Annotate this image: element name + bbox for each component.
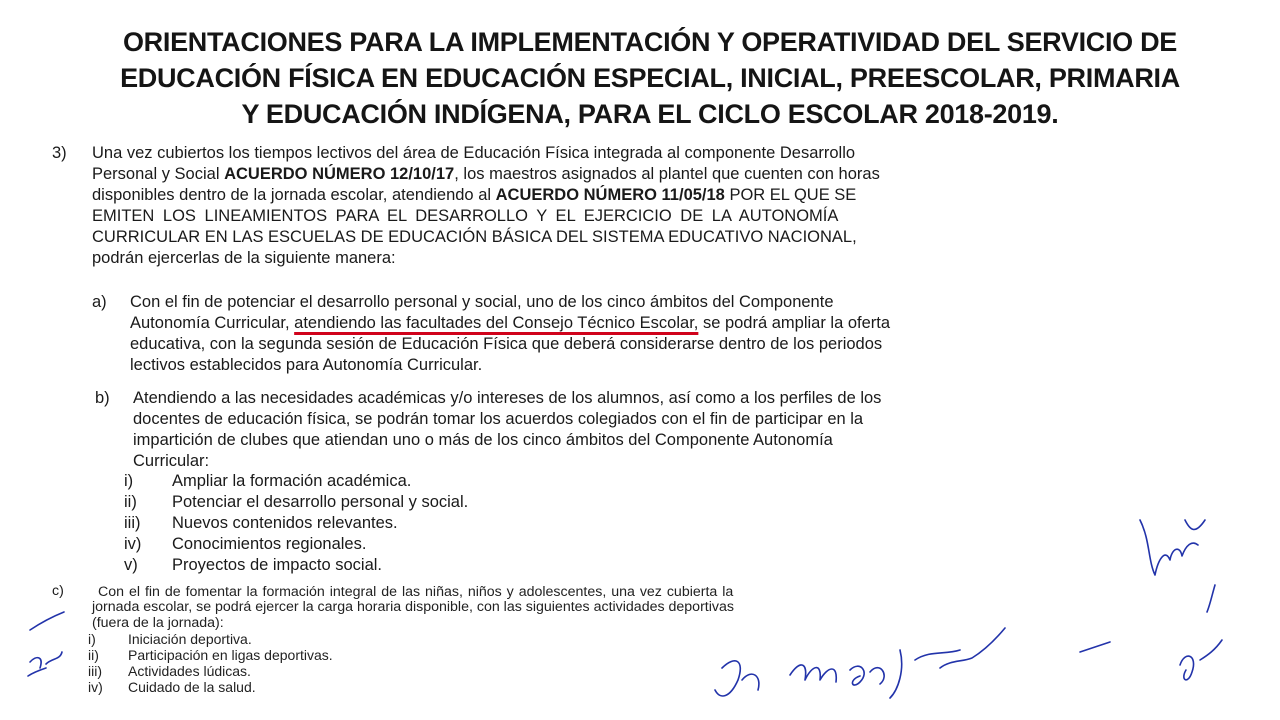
margin-mark-left xyxy=(28,652,62,676)
b-line-4: Curricular: xyxy=(133,452,210,470)
s3-l3-text: disponibles dentro de la jornada escolar, atendiendo al xyxy=(92,186,496,204)
a-line-1: Con el fin de potenciar el desarrollo personal y social, uno de los cinco ámbitos del Componente xyxy=(130,293,834,311)
underlined-phrase: atendiendo las facultades del Consejo Técnico Escolar, xyxy=(294,314,699,332)
b-subitem-number: iii) xyxy=(124,514,141,532)
signature-right-top xyxy=(1140,520,1205,575)
section-number: 3) xyxy=(52,144,67,162)
b-subitem-text: Proyectos de impacto social. xyxy=(172,556,383,574)
b-subitem-number: ii) xyxy=(124,493,137,511)
s3-line-1: Una vez cubiertos los tiempos lectivos del área de Educación Física integrada al componente Desarrollo xyxy=(92,144,856,162)
s3-l2-rest: , los maestros asignados al plantel que cuenten con horas xyxy=(454,165,880,183)
item-a-label: a) xyxy=(92,293,107,311)
title-line-3: Y EDUCACIÓN INDÍGENA, PARA EL CICLO ESCOLAR 2018-2019. xyxy=(241,99,1059,129)
acuerdo-11-05-18: ACUERDO NÚMERO 11/05/18 xyxy=(495,186,725,204)
b-line-2: docentes de educación física, se podrán tomar los acuerdos colegiados con el fin de participar en la xyxy=(133,410,864,428)
a-line-3: educativa, con la segunda sesión de Educación Física que deberá considerarse dentro de los periodos xyxy=(130,335,883,353)
c-subitem-number: i) xyxy=(88,631,96,647)
acuerdo-12-10-17: ACUERDO NÚMERO 12/10/17 xyxy=(224,165,455,183)
c-line-3: (fuera de la jornada): xyxy=(92,614,224,631)
s3-line-6: podrán ejercerlas de la siguiente manera: xyxy=(92,249,396,267)
b-subitem-text: Ampliar la formación académica. xyxy=(172,472,412,490)
margin-mark-top-left xyxy=(30,612,64,630)
b-subitem-text: Conocimientos regionales. xyxy=(172,535,367,553)
signature-dash xyxy=(1080,642,1110,652)
c-subitem-number: iii) xyxy=(88,663,102,679)
s3-line-4: EMITEN LOS LINEAMIENTOS PARA EL DESARROLLO Y EL EJERCICIO DE LA AUTONOMÍA xyxy=(92,207,839,225)
c-line-2: jornada escolar, se podrá ejercer la carga horaria disponible, con las siguientes actividades deportivas xyxy=(92,599,734,616)
item-c-label: c) xyxy=(52,583,64,599)
c-subitem-text: Participación en ligas deportivas. xyxy=(128,647,333,663)
c-subitem-number: iv) xyxy=(88,679,103,695)
b-line-3: impartición de clubes que atiendan uno o más de los cinco ámbitos del Componente Autonomía xyxy=(133,431,833,449)
b-line-1: Atendiendo a las necesidades académicas y/o intereses de los alumnos, así como a los perfiles de los xyxy=(133,389,882,407)
a-l2-text: Autonomía Curricular, xyxy=(130,314,295,332)
signature-right-bottom xyxy=(1180,640,1222,680)
c-subitem-text: Iniciación deportiva. xyxy=(128,631,252,647)
s3-l3-rest: POR EL QUE SE xyxy=(724,186,857,204)
b-subitem-number: iv) xyxy=(124,535,142,553)
item-b-label: b) xyxy=(95,389,110,407)
c-subitem-number: ii) xyxy=(88,647,99,663)
title-line-2: EDUCACIÓN FÍSICA EN EDUCACIÓN ESPECIAL, INICIAL, PREESCOLAR, PRIMARIA xyxy=(120,63,1180,93)
c-line-1: Con el fin de fomentar la formación integral de las niñas, niños y adolescentes, una vez cubierta la xyxy=(98,584,734,600)
b-subitem-text: Potenciar el desarrollo personal y social. xyxy=(172,493,469,511)
s3-line-5: CURRICULAR EN LAS ESCUELAS DE EDUCACIÓN BÁSICA DEL SISTEMA EDUCATIVO NACIONAL, xyxy=(92,228,857,246)
title-line-1: ORIENTACIONES PARA LA IMPLEMENTACIÓN Y OPERATIVIDAD DEL SERVICIO DE xyxy=(122,27,1177,57)
signature-main xyxy=(715,628,1005,698)
b-subitem-number: i) xyxy=(124,472,134,490)
s3-l2-text: Personal y Social xyxy=(92,165,225,183)
b-subitem-text: Nuevos contenidos relevantes. xyxy=(172,514,398,532)
signature-right-stroke xyxy=(1207,585,1215,612)
a-line-4: lectivos establecidos para Autonomía Curricular. xyxy=(130,356,483,374)
b-subitem-number: v) xyxy=(124,556,138,574)
c-subitem-text: Cuidado de la salud. xyxy=(128,679,256,695)
a-l2-rest: se podrá ampliar la oferta xyxy=(698,314,891,332)
c-subitem-text: Actividades lúdicas. xyxy=(128,663,251,679)
